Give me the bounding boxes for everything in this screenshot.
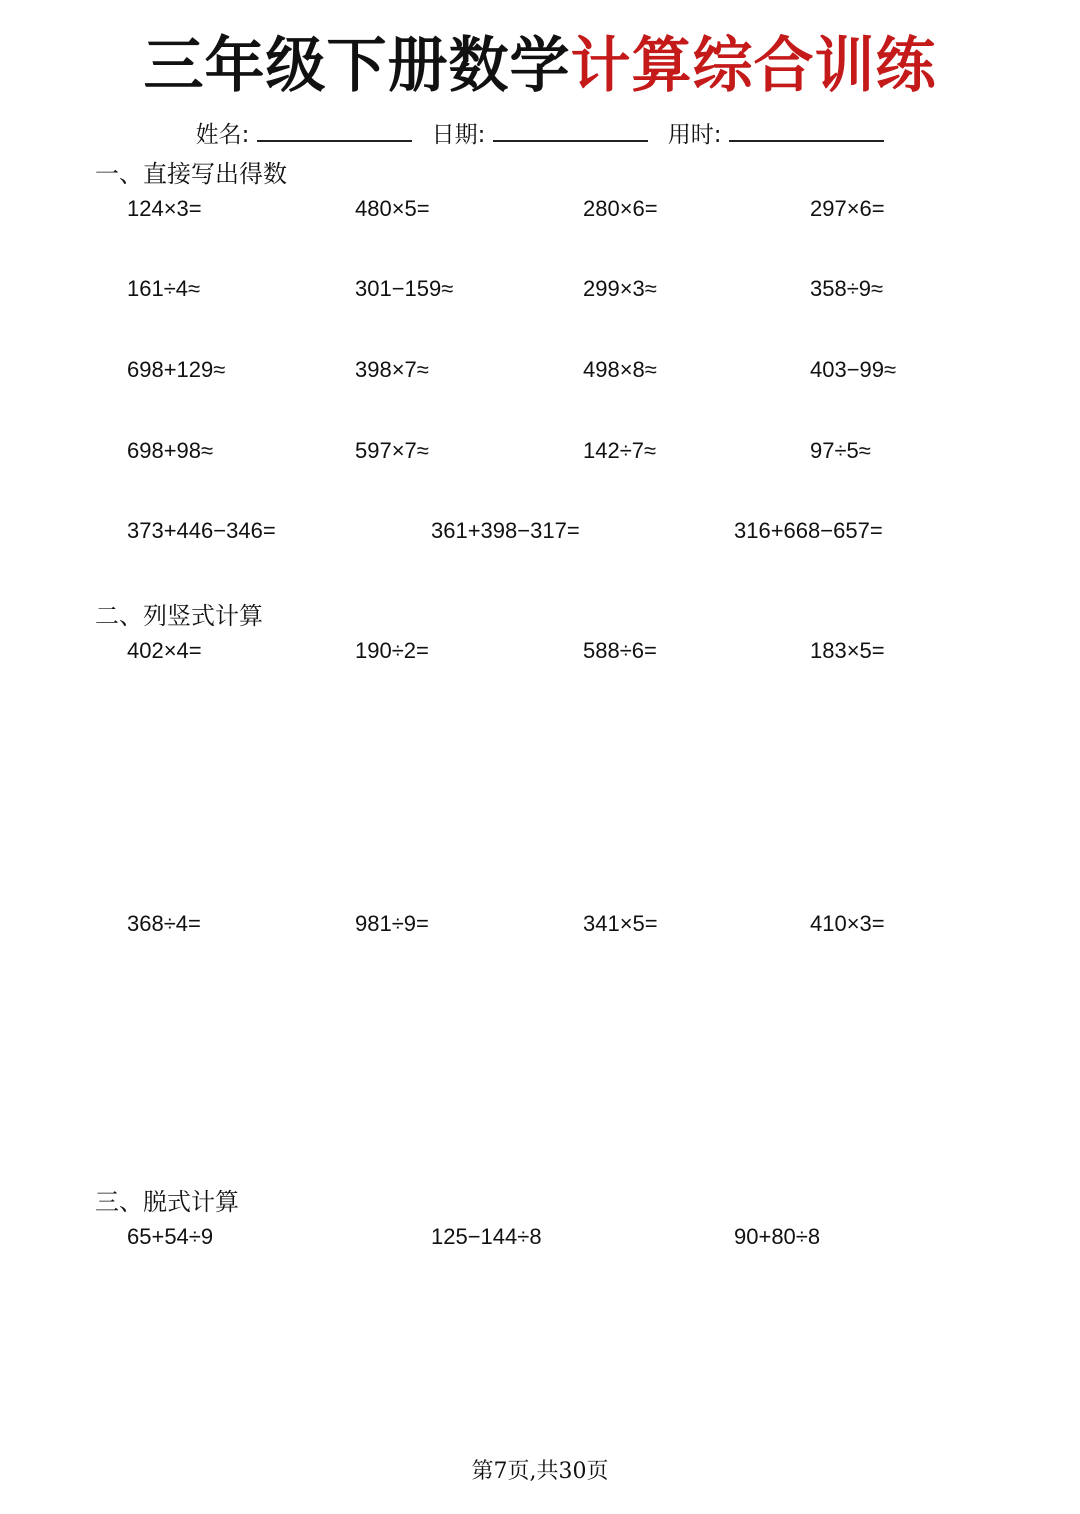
date-field [432, 122, 656, 148]
problem: 358÷9≈ [810, 276, 884, 301]
name-blank[interactable] [257, 118, 412, 142]
problem-row [0, 192, 1080, 226]
problem: 588÷6= [583, 638, 657, 663]
problem: 597×7≈ [355, 438, 429, 463]
problem: 698+129≈ [127, 357, 226, 382]
problem-row [0, 634, 1080, 668]
section-heading-vertical: 二、列竖式计算 [95, 602, 263, 630]
problem-row [0, 272, 1080, 306]
problem: 981÷9= [355, 911, 429, 936]
problem: 402×4= [127, 638, 202, 663]
problem: 299×3≈ [583, 276, 657, 301]
problem: 316+668−657= [734, 518, 883, 543]
problem: 280×6= [583, 196, 658, 221]
problem: 124×3= [127, 196, 202, 221]
time-blank[interactable] [729, 118, 884, 142]
problem-row [0, 514, 1080, 548]
time-label: 用时: [667, 122, 722, 148]
problem: 190÷2= [355, 638, 429, 663]
problem: 142÷7≈ [583, 438, 657, 463]
problem: 398×7≈ [355, 357, 429, 382]
problem-row [0, 434, 1080, 468]
problem: 403−99≈ [810, 357, 897, 382]
problem: 183×5= [810, 638, 885, 663]
problem: 297×6= [810, 196, 885, 221]
problem: 368÷4= [127, 911, 201, 936]
title-red-part: 计算综合训练 [570, 31, 937, 101]
problem: 341×5= [583, 911, 658, 936]
name-label: 姓名: [195, 122, 250, 148]
date-blank[interactable] [493, 118, 648, 142]
problem-row [0, 907, 1080, 941]
title-black-part: 三年级下册数学 [143, 31, 571, 101]
problem: 90+80÷8 [734, 1224, 821, 1249]
time-field [668, 122, 885, 148]
problem: 410×3= [810, 911, 885, 936]
date-label: 日期: [431, 122, 486, 148]
page-title [0, 26, 1080, 106]
problem: 97÷5≈ [810, 438, 871, 463]
problem: 361+398−317= [431, 518, 580, 543]
problem: 125−144÷8 [431, 1224, 542, 1249]
problem: 65+54÷9 [127, 1224, 214, 1249]
name-field [196, 122, 420, 148]
problem: 698+98≈ [127, 438, 214, 463]
problem: 373+446−346= [127, 518, 276, 543]
problem: 480×5= [355, 196, 430, 221]
page-number: 第7页,共30页 [471, 1459, 609, 1484]
problem-row [0, 1220, 1080, 1254]
problem: 161÷4≈ [127, 276, 201, 301]
problem: 498×8≈ [583, 357, 657, 382]
problem-row [0, 353, 1080, 387]
problem: 301−159≈ [355, 276, 454, 301]
section-heading-stepwise: 三、脱式计算 [95, 1188, 239, 1216]
student-info-line [0, 118, 1080, 152]
section-heading-oral: 一、直接写出得数 [95, 160, 287, 188]
